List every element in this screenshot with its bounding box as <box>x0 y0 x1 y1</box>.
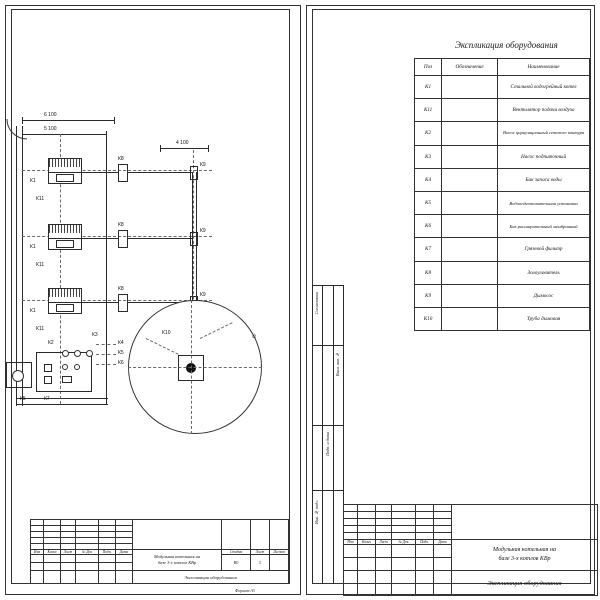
table-row <box>415 215 590 238</box>
spec-col-oboz: Обозначение <box>442 59 498 76</box>
strip-soglasovano: Согласовано <box>314 292 319 315</box>
spec-oboz <box>442 76 498 99</box>
table-row <box>415 122 590 145</box>
table-row <box>415 284 590 307</box>
spec-oboz <box>442 122 498 145</box>
label-K8-a: К8 <box>118 156 124 162</box>
spec-pos: К6 <box>415 215 442 238</box>
pump-K2-a <box>62 350 69 357</box>
spec-oboz <box>442 307 498 330</box>
spec-title: Экспликация оборудования <box>455 40 558 50</box>
expansion-tank-K6 <box>62 376 72 383</box>
label-K1-b: К1 <box>30 244 36 250</box>
stamp-stage-label: Стадия <box>222 550 251 555</box>
spec-name: Бак расширительный мембранный <box>498 215 590 238</box>
table-row <box>415 191 590 214</box>
label-K1-c: К1 <box>30 308 36 314</box>
rstamp-head-izm: Изм <box>344 540 358 545</box>
spec-oboz <box>442 238 498 261</box>
spec-name: Стальной водогрейный котел <box>498 76 590 99</box>
label-K8-b: К8 <box>118 222 124 228</box>
left-title-block <box>30 519 289 584</box>
stamp-head-ndok: № Док <box>76 550 99 555</box>
spec-pos: К1 <box>415 76 442 99</box>
zolouloviтель-2 <box>118 230 128 248</box>
spec-col-pos: Поз <box>415 59 442 76</box>
table-row <box>415 238 590 261</box>
right-project-line1: Модульная котельная на <box>493 547 556 553</box>
stamp-sheets-label: Листов <box>270 550 289 555</box>
spec-oboz <box>442 261 498 284</box>
spec-name: Вентилятор подачи воздуха <box>498 99 590 122</box>
spec-pos: К11 <box>415 99 442 122</box>
stamp-head-data: Дата <box>116 550 133 555</box>
spec-oboz <box>442 168 498 191</box>
rstamp-head-ndok: № Док <box>392 540 416 545</box>
spec-name: Насос подпиточный <box>498 145 590 168</box>
left-project-line1: Модульная котельная на <box>153 554 201 559</box>
spec-name: Дымосос <box>498 284 590 307</box>
left-project-line2: базе 3-х котлов КВр <box>157 560 197 565</box>
label-K1-a: К1 <box>30 178 36 184</box>
table-row <box>415 261 590 284</box>
zolouloviтель-1 <box>118 164 128 182</box>
spec-name: Золоуловитель <box>498 261 590 284</box>
label-K11-a: К11 <box>36 196 45 202</box>
spec-pos: К5 <box>415 191 442 214</box>
spec-name: Грязевой фильтр <box>498 238 590 261</box>
spec-pos: К8 <box>415 261 442 284</box>
vpu-K5 <box>44 376 52 384</box>
label-K3: К3 <box>92 332 98 338</box>
pump-K3-b <box>74 364 80 370</box>
rstamp-head-kolich: Колич <box>358 540 376 545</box>
label-K9-c: К9 <box>200 292 206 298</box>
right-sheet-title: Экспликация оборудования <box>452 571 598 596</box>
spec-pos: К3 <box>415 145 442 168</box>
label-K11-c: К11 <box>36 326 45 332</box>
spec-oboz <box>442 145 498 168</box>
table-row <box>415 99 590 122</box>
format-note: Формат А3 <box>235 588 255 593</box>
equipment-spec-table <box>414 58 590 331</box>
spec-pos: К4 <box>415 168 442 191</box>
dimension-5100: 5 100 <box>44 126 57 132</box>
spec-oboz <box>442 99 498 122</box>
stamp-head-kolich: Колич <box>44 550 61 555</box>
rstamp-head-data: Дата <box>434 540 452 545</box>
label-K7: К7 <box>44 396 50 402</box>
zolouloviтель-3 <box>118 294 128 312</box>
stamp-sheets-value <box>270 555 289 571</box>
stamp-head-list: Лист <box>61 550 76 555</box>
spec-name: Насос циркуляционный сетевого контура <box>498 122 590 145</box>
stamp-sheet-label: Лист <box>251 550 270 555</box>
pump-K2-c <box>86 350 93 357</box>
spec-name: Водоподготовительная установка <box>498 191 590 214</box>
strip-inv-podl: Инв. № подл. <box>314 500 319 525</box>
rstamp-head-podp: Подп. <box>416 540 434 545</box>
spec-oboz <box>442 215 498 238</box>
label-K2: К2 <box>48 340 54 346</box>
spec-name: Труба дымовая <box>498 307 590 330</box>
spec-col-name: Наименование <box>498 59 590 76</box>
right-title-block <box>343 504 598 596</box>
label-K5: К5 <box>118 350 124 356</box>
label-K9-a: К9 <box>200 162 206 168</box>
stamp-head-podp: Подп. <box>99 550 116 555</box>
filter-K7 <box>44 364 52 372</box>
right-project-line2: базе 3-х котлов КВр <box>498 556 551 562</box>
label-K10: К10 <box>162 330 171 336</box>
label-K8-c: К8 <box>118 286 124 292</box>
spec-pos: К2 <box>415 122 442 145</box>
stamp-stage-value: ВО <box>222 555 251 571</box>
entrance-arc <box>6 118 30 142</box>
stamp-head-izm: Изм <box>31 550 44 555</box>
label-K5-b: К5 <box>20 396 26 402</box>
spec-pos: К7 <box>415 238 442 261</box>
pump-room <box>36 352 92 392</box>
spec-header-row <box>415 59 590 76</box>
dimension-4100: 4 100 <box>176 140 189 146</box>
stamp-sheet-value: 5 <box>251 555 270 571</box>
left-sheet-title: Экспликация оборудования <box>133 571 289 584</box>
label-K11-b: К11 <box>36 262 45 268</box>
strip-podp-data: Подп. и дата <box>325 432 330 456</box>
spec-pos: К9 <box>415 284 442 307</box>
spec-oboz <box>442 191 498 214</box>
table-row <box>415 168 590 191</box>
spec-pos: К10 <box>415 307 442 330</box>
pump-K3-a <box>62 364 68 370</box>
rstamp-head-list: Лист <box>376 540 392 545</box>
spec-name: Бак запаса воды <box>498 168 590 191</box>
spec-oboz <box>442 284 498 307</box>
table-row <box>415 145 590 168</box>
drawing-sheet: 6 100 5 100 4 100 К1 К11 К8 К9 К1 К11 К8 К9 К1 К11 К8 К9 К10 ∅ К2 К3 К4 К5 К6 К5 К7 Изм Колич Лист № Док Подп. Дата Модульная котельная на базе 3-х котлов КВр Стадия Лист Листов ВО 5 Экспликация оборудования Формат А3 Экспликация оборудования Поз Обозначение Наименование К1 Стальной водогрейный котел К11 Вентилятор подачи воздуха К2 Насос циркуляционный сетевого контура К3 Насос подпиточный К4 Бак запаса воды К5 Водоподготовительная установка К6 Бак расширительный мембранный К7 Грязевой фильтр К8 Золоуловитель К9 Дымосос К10 Труба дымовая Инв. № подл. Подп. и дата Взам. инв. № Согласовано Изм Колич Лист № Док Подп. Дата Модульная котельная на базе 3-х котлов КВр Экспликация оборудования <box>0 0 600 600</box>
table-row <box>415 76 590 99</box>
label-K6: К6 <box>118 360 124 366</box>
label-K9-b: К9 <box>200 228 206 234</box>
pump-K2-b <box>74 350 81 357</box>
table-row <box>415 307 590 330</box>
label-K4: К4 <box>118 340 124 346</box>
dimension-6100: 6 100 <box>44 112 57 118</box>
strip-vzam-inv: Взам. инв. № <box>335 352 340 377</box>
